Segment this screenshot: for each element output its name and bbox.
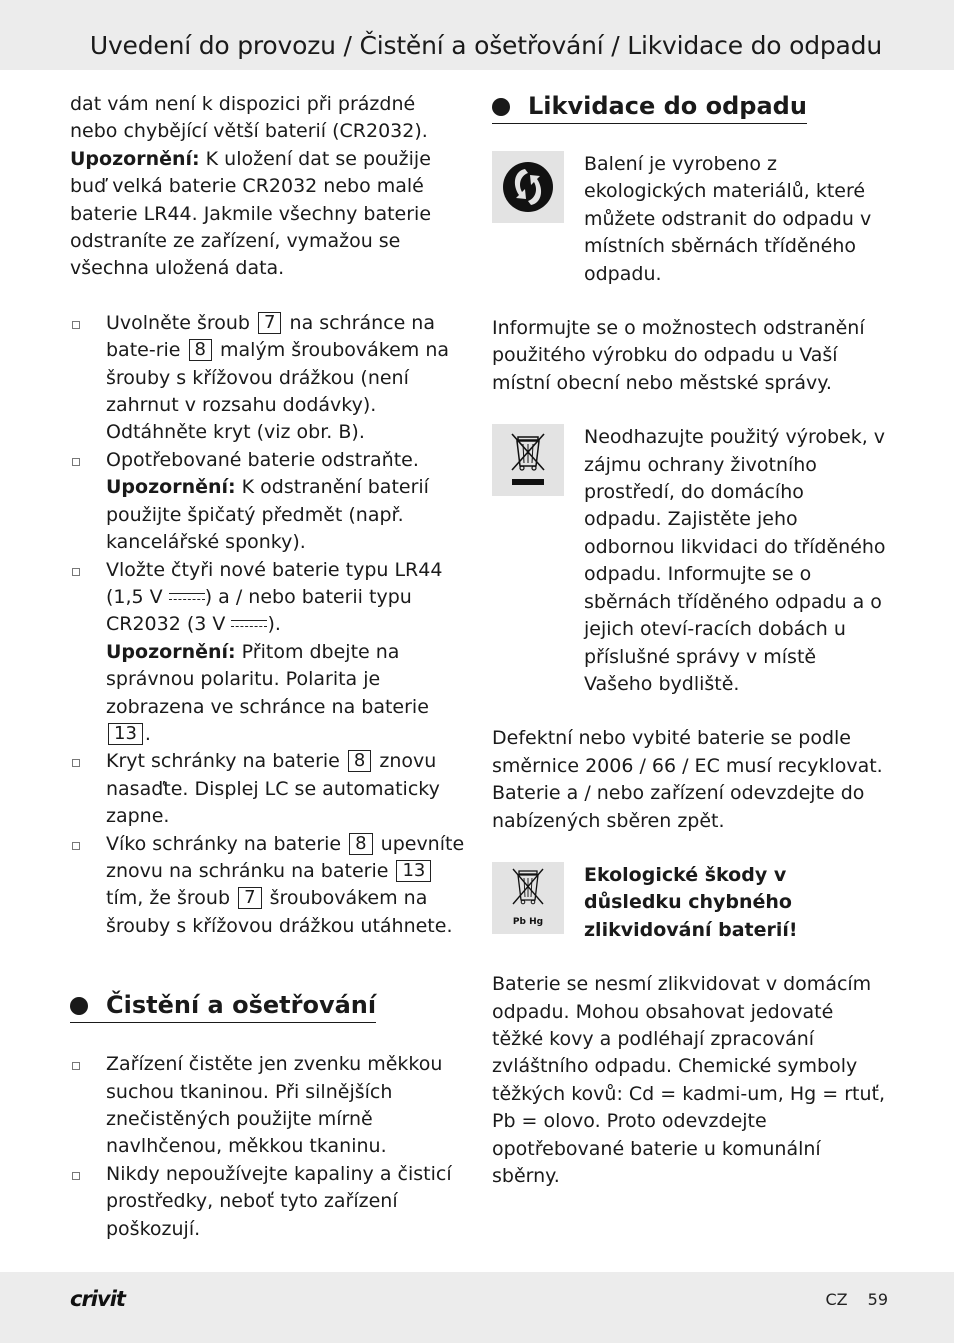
cleaning-section-title: Čistění a ošetřování bbox=[70, 990, 376, 1023]
list-item: Zařízení čistěte jen zvenku měkkou suchou tkaninou. Při silnějších znečistěných použijte mírně navlhčenou, měkkou tkaninu. bbox=[70, 1051, 465, 1161]
dc-voltage-icon bbox=[169, 590, 205, 602]
language-code: CZ bbox=[825, 1290, 848, 1309]
page-title: Uvedení do provozu / Čistění a ošetřování / Likvidace do odpadu bbox=[89, 31, 882, 60]
part-number-badge: 13 bbox=[396, 860, 431, 882]
list-item: Kryt schránky na baterie 8 znovu nasaďte. Displej LC se automaticky zapne. bbox=[70, 748, 465, 830]
crossed-out-bin-battery-icon bbox=[492, 862, 564, 934]
part-number-badge: 8 bbox=[189, 339, 212, 361]
checkbox-bullet-icon bbox=[72, 321, 80, 329]
list-item: Nikdy nepoužívejte kapaliny a čisticí prostředky, neboť tyto zařízení poškozují. bbox=[70, 1161, 465, 1243]
note-label: Upozornění: bbox=[70, 147, 200, 170]
checkbox-bullet-icon bbox=[72, 458, 80, 466]
note-label: Upozornění: bbox=[106, 640, 236, 663]
dc-voltage-icon bbox=[231, 617, 267, 629]
eco-warning-text: Ekologické škody v důsledku chybného zlikvidování baterií! bbox=[584, 863, 798, 941]
part-number-badge: 7 bbox=[258, 312, 281, 334]
page-header bbox=[0, 0, 954, 70]
battery-directive-paragraph: Defektní nebo vybité baterie se podle směrnice 2006 / 66 / EC musí recyklovat. Baterie a / nebo zařízení odevzdejte do nabízených sběren zpět. bbox=[492, 727, 883, 832]
weee-block: Neodhazujte použitý výrobek, v zájmu ochrany životního prostředí, do domácího odpadu. Zajistěte jeho odbornou likvidaci do tříděného odpadu. Informujte se o sběrnách tříděného odpadu a o jejich oteví-racích dobách u příslušné správy v místě Vašeho bydliště. bbox=[492, 424, 887, 698]
page-footer bbox=[0, 1272, 954, 1343]
checkbox-bullet-icon bbox=[72, 759, 80, 767]
filled-circle-icon bbox=[492, 98, 510, 116]
brand-logo: crivit bbox=[70, 1287, 125, 1311]
battery-icon-caption: Pb Hg bbox=[512, 916, 544, 927]
list-item: Vložte čtyři nové baterie typu LR44 (1,5 V ) a / nebo baterii typu CR2032 (3 V ). Upozornění: Přitom dbejte na správnou polaritu. Polarita je zobrazena ve schránce na baterie 13 . bbox=[70, 557, 465, 749]
note-paragraph: Upozornění: K uložení dat se použije buď velká baterie CR2032 nebo malé baterie LR44. Jakmile všechny baterie odstraníte ze zařízení, vymažou se všechna uložená data. bbox=[70, 147, 432, 280]
part-number-badge: 8 bbox=[348, 750, 371, 772]
heavy-metals-paragraph: Baterie se nesmí zlikvidovat v domácím odpadu. Mohou obsahovat jedovaté těžké kovy a podléhají zpracování zvláštního odpadu. Chemické symboly těžkých kovů: Cd = kadmi-um, Hg = rtuť, Pb = olovo. Proto odevzdejte opotřebované baterie u komunální sběrny. bbox=[492, 973, 885, 1187]
battery-warning-block bbox=[492, 862, 887, 944]
left-column bbox=[70, 91, 465, 1243]
list-item: Opotřebované baterie odstraňte. Upozornění: K odstranění baterií použijte špičatý předmět (např. kancelářské sponky). bbox=[70, 447, 465, 557]
checkbox-bullet-icon bbox=[72, 842, 80, 850]
setup-steps-list bbox=[70, 310, 465, 940]
green-dot-recycling-icon bbox=[492, 151, 564, 223]
part-number-badge: 7 bbox=[238, 887, 261, 909]
cleaning-list bbox=[70, 1051, 465, 1243]
list-item: Uvolněte šroub 7 na schránce na bate-rie 8 malým šroubovákem na šrouby s křížovou drážkou (není zahrnut v rozsahu dodávky). Odtáhněte kryt (viz obr. B). bbox=[70, 310, 465, 447]
page-info bbox=[826, 1290, 889, 1309]
note-label: Upozornění: bbox=[106, 476, 236, 499]
right-column bbox=[492, 91, 887, 1190]
filled-circle-icon bbox=[70, 997, 88, 1015]
checkbox-bullet-icon bbox=[72, 568, 80, 576]
page-number: 59 bbox=[867, 1290, 888, 1309]
list-item: Víko schránky na baterie 8 upevníte znovu na schránku na baterie 13 tím, že šroub 7 šroubovákem na šrouby s křížovou drážkou utáhnete. bbox=[70, 831, 465, 941]
part-number-badge: 13 bbox=[108, 723, 143, 745]
disposal-section-title: Likvidace do odpadu bbox=[492, 91, 807, 124]
inform-paragraph: Informujte se o možnostech odstranění použitého výrobku do odpadu u Vaší místní obecní nebo městské správy. bbox=[492, 317, 865, 394]
checkbox-bullet-icon bbox=[72, 1172, 80, 1180]
checkbox-bullet-icon bbox=[72, 1062, 80, 1070]
intro-paragraph: dat vám není k dispozici při prázdné nebo chybějící větší baterií (CR2032). bbox=[70, 93, 428, 143]
part-number-badge: 8 bbox=[349, 833, 372, 855]
crossed-out-wheelie-bin-icon bbox=[492, 424, 564, 496]
packaging-block: Balení je vyrobeno z ekologických materiálů, které můžete odstranit do odpadu v místních sběrnách tříděného odpadu. bbox=[492, 151, 887, 288]
